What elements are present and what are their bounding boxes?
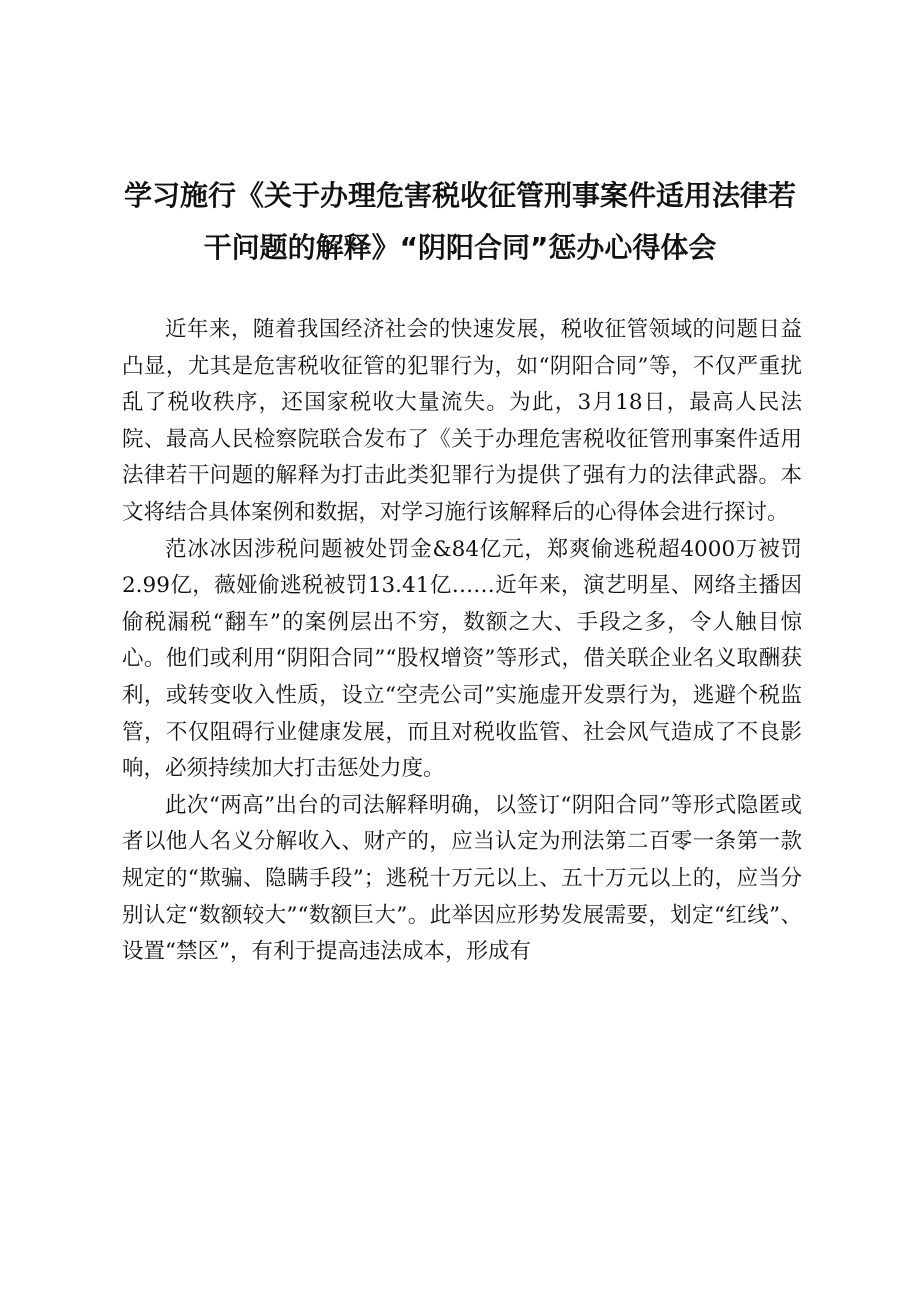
title-line-2: 干问题的解释》“阴阳合同”惩办心得体会 [203,231,717,264]
paragraph-2: 范冰冰因涉税问题被处罚金&84亿元，郑爽偷逃税超4000万被罚2.99亿，薇娅偷逃税被罚13.41亿……近年来，演艺明星、网络主播因偷税漏税“翻车”的案例层出不穷，数额之大、手段之多，令人触目惊心。他们或利用“阴阳合同”“股权增资”等形式，借关联企业名义取酬获利，或转变收入性质，设立“空壳公司”实施虚开发票行为，逃避个税监管，不仅阻碍行业健康发展，而且对税收监管、社会风气造成了不良影响，必须持续加大打击惩处力度。 [122,536,802,782]
paragraph-3: 此次“两高”出台的司法解释明确，以签订“阴阳合同”等形式隐匿或者以他人名义分解收入、财产的，应当认定为刑法第二百零一条第一款规定的“欺骗、隐瞒手段”；逃税十万元以上、五十万元以上的，应当分别认定“数额较大”“数额巨大”。此举因应形势发展需要，划定“红线”、设置“禁区”，有利于提高违法成本，形成有 [122,792,802,965]
document-body [122,312,802,971]
paragraph-1: 近年来，随着我国经济社会的快速发展，税收征管领域的问题日益凸显，尤其是危害税收征管的犯罪行为，如“阴阳合同”等，不仅严重扰乱了税收秩序，还国家税收大量流失。为此，3月18日，最高人民法院、最高人民检察院联合发布了《关于办理危害税收征管刑事案件适用法律若干问题的解释为打击此类犯罪行为提供了强有力的法律武器。本文将结合具体案例和数据，对学习施行该解释后的心得体会进行探讨。 [122,317,802,525]
title-line-1: 学习施行《关于办理危害税收征管刑事案件适用法律若 [123,179,796,212]
document-title [120,170,800,274]
